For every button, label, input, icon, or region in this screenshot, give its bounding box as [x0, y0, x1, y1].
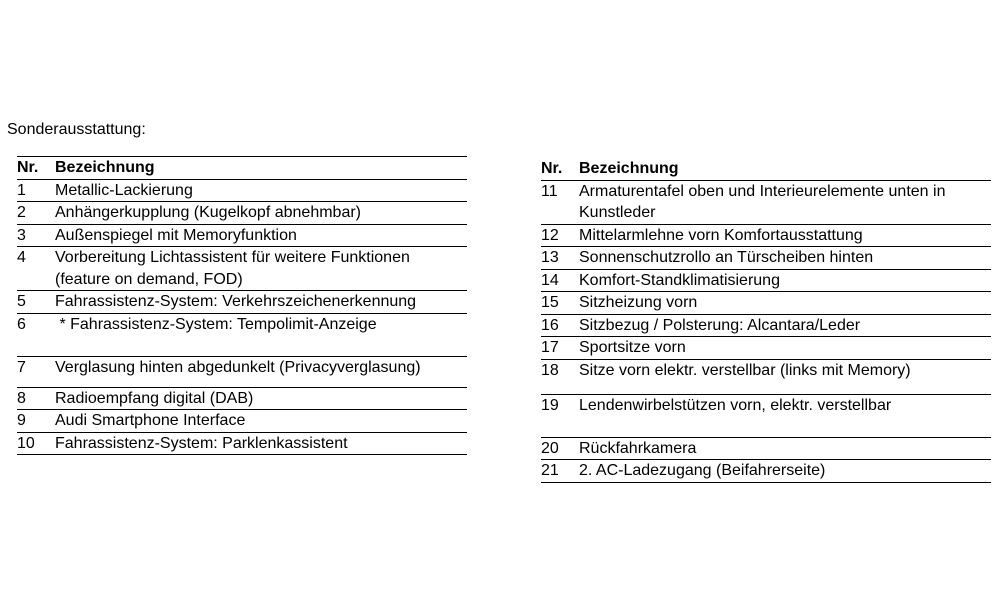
row-description: Rückfahrkamera [579, 439, 697, 457]
table-row [17, 225, 467, 248]
table-body-left [17, 180, 467, 456]
row-description: Sitzbezug / Polsterung: Alcantara/Leder [579, 316, 861, 334]
row-number: 5 [17, 293, 26, 310]
table-row [17, 388, 467, 411]
table-header-row [17, 156, 467, 180]
header-bezeichnung: Bezeichnung [579, 160, 679, 177]
row-number: 18 [541, 361, 559, 379]
row-description: Mittelarmlehne vorn Komfortausstattung [579, 226, 863, 244]
row-description: Außenspiegel mit Memoryfunktion [55, 226, 297, 244]
row-description: Audi Smartphone Interface [55, 412, 246, 429]
header-nr: Nr. [17, 159, 39, 176]
row-number: 2 [17, 204, 26, 221]
row-description: * Fahrassistenz-System: Tempolimit-Anzeige [55, 315, 377, 333]
table-row [17, 180, 467, 203]
options-table-right [541, 158, 991, 483]
header-nr: Nr. [541, 160, 563, 177]
row-number: 12 [541, 226, 559, 244]
table-row [17, 357, 467, 388]
row-description: Metallic-Lackierung [55, 181, 193, 199]
row-description: Sitzheizung vorn [579, 294, 698, 311]
row-description: Lendenwirbelstützen vorn, elektr. verstellbar [579, 396, 892, 414]
row-description: Fahrassistenz-System: Parklenkassistent [55, 434, 348, 452]
row-number: 14 [541, 271, 559, 289]
section-heading: Sonderausstattung: [7, 121, 146, 138]
table-row [541, 395, 991, 438]
row-number: 17 [541, 339, 559, 356]
row-description: 2. AC-Ladezugang (Beifahrerseite) [579, 462, 826, 479]
table-row [541, 247, 991, 270]
row-description: Sportsitze vorn [579, 339, 686, 356]
table-row [17, 291, 467, 314]
table-row [17, 247, 467, 291]
row-number: 8 [17, 389, 26, 407]
table-row [17, 202, 467, 225]
row-number: 9 [17, 412, 26, 429]
table-header-row [541, 158, 991, 181]
row-number: 10 [17, 434, 35, 452]
row-number: 20 [541, 439, 559, 457]
table-row [541, 270, 991, 293]
row-number: 1 [17, 181, 26, 199]
row-description: Sitze vorn elektr. verstellbar (links mit Memory) [579, 361, 911, 379]
row-number: 7 [17, 358, 26, 376]
table-row [541, 438, 991, 461]
table-row [541, 360, 991, 395]
row-description: Radioempfang digital (DAB) [55, 389, 254, 407]
row-number: 11 [541, 182, 558, 200]
row-description: Fahrassistenz-System: Verkehrszeichenerkennung [55, 293, 417, 310]
options-table-left [17, 156, 467, 455]
row-description: Anhängerkupplung (Kugelkopf abnehmbar) [55, 204, 361, 221]
row-number: 4 [17, 249, 26, 266]
table-body-right [541, 181, 991, 483]
row-description: Armaturentafel oben und Interieurelemente unten in Kunstleder [579, 182, 950, 221]
row-description: Komfort-Standklimatisierung [579, 271, 780, 289]
row-number: 21 [541, 462, 559, 479]
table-row [17, 433, 467, 456]
table-row [541, 337, 991, 360]
table-row [541, 315, 991, 338]
table-row [17, 410, 467, 433]
row-number: 13 [541, 249, 559, 266]
row-number: 16 [541, 316, 559, 334]
table-row [17, 314, 467, 357]
row-description: Verglasung hinten abgedunkelt (Privacyverglasung) [55, 358, 421, 376]
row-number: 6 [17, 315, 26, 333]
header-bezeichnung: Bezeichnung [55, 159, 155, 176]
table-row [541, 292, 991, 315]
row-number: 19 [541, 396, 559, 414]
row-number: 3 [17, 226, 26, 244]
row-description: Sonnenschutzrollo an Türscheiben hinten [579, 249, 874, 266]
row-number: 15 [541, 294, 559, 311]
table-row [541, 460, 991, 483]
row-description: Vorbereitung Lichtassistent für weitere Funktionen (feature on demand, FOD) [55, 249, 415, 288]
table-row [541, 225, 991, 248]
table-row [541, 181, 991, 225]
